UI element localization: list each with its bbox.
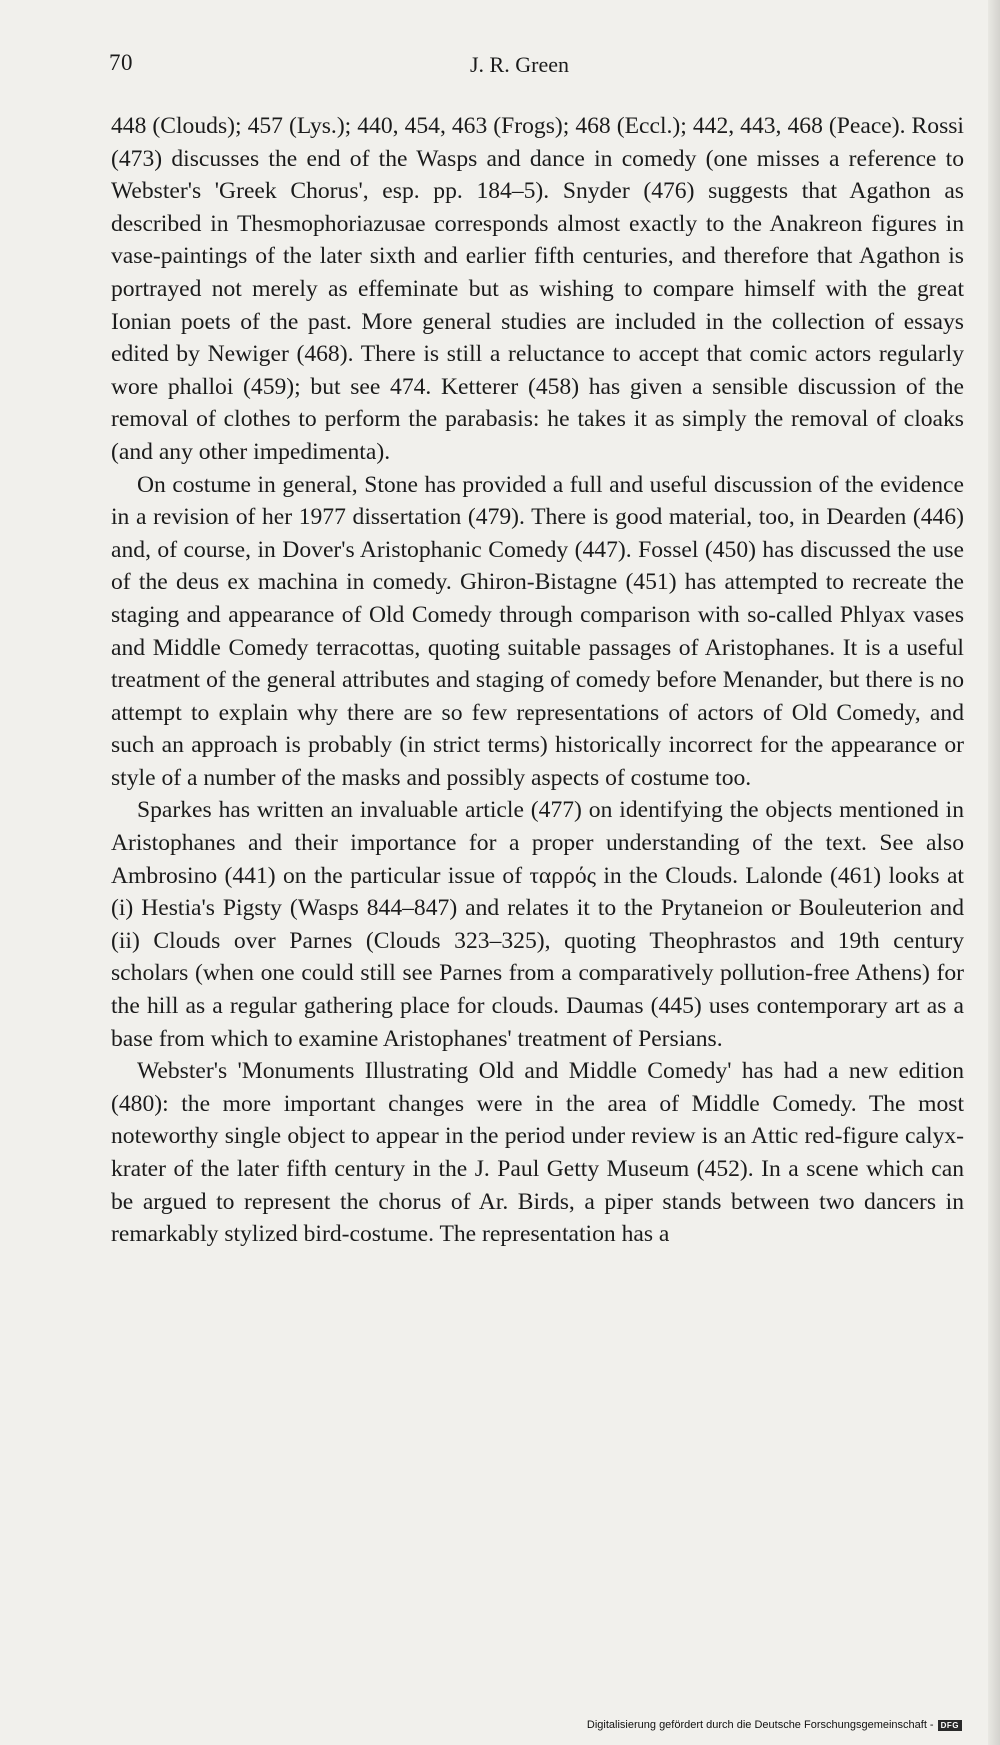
page-number: 70 [109,50,133,75]
dfg-logo: DFG [938,1720,962,1731]
paragraph-3: Sparkes has written an invaluable article (477) on identifying the objects mentioned in Aristophanes and their importance for a proper understanding of the text. See also Ambrosino (441) on the particular issue of ταρρός in the Clouds. Lalonde (461) looks at (i) Hestia's Pigsty (Wasps 844–847) and relates it to the Prytaneion or Bouleuterion and (ii) Clouds over Parnes (Clouds 323–325), quoting Theophrastos and 19th century scholars (when one could still see Parnes from a comparatively pollution-free Athens) for the hill as a regular gathering place for clouds. Daumas (445) uses contemporary art as a base from which to examine Aristophanes' treatment of Persians. [111,797,964,1052]
paragraph-4: Webster's 'Monuments Illustrating Old and Middle Comedy' has had a new edition (480): the more important changes were in the area of Middle Comedy. The most noteworthy single object to appear in the period under review is an Attic red-figure calyx-krater of the later fifth century in the J. Paul Getty Museum (452). In a scene which can be argued to represent the chorus of Ar. Birds, a piper stands between two dancers in remarkably stylized bird-costume. The representation has a [111,1058,964,1248]
paragraph-2: On costume in general, Stone has provided a full and useful discussion of the evidence in a revision of her 1977 dissertation (479). There is good material, too, in Dearden (446) and, of course, in Dover's Aristophanic Comedy (447). Fossel (450) has discussed the use of the deus ex machina in comedy. Ghiron-Bistagne (451) has attempted to recreate the staging and appearance of Old Comedy through comparison with so-called Phlyax vases and Middle Comedy terracottas, quoting suitable passages of Aristophanes. It is a useful treatment of the general attributes and staging of comedy before Menander, but there is no attempt to explain why there are so few representations of actors of Old Comedy, and such an approach is probably (in strict terms) historically incorrect for the appearance or style of a number of the masks and possibly aspects of costume too. [111,471,964,791]
paragraph-1: 448 (Clouds); 457 (Lys.); 440, 454, 463 (Frogs); 468 (Eccl.); 442, 443, 468 (Peace). Rossi (473) discusses the end of the Wasps and dance in comedy (one misses a reference to Webster's 'Greek Chorus', esp. pp. 184–5). Snyder (476) suggests that Agathon as described in Thesmophoriazusae corresponds almost exactly to the Anakreon figures in vase-paintings of the later sixth and earlier fifth centuries, and therefore that Agathon is portrayed not merely as effeminate but as wishing to compare himself with the great Ionian poets of the past. More general studies are included in the collection of essays edited by Newiger (468). There is still a reluctance to accept that comic actors regularly wore phalloi (459); but see 474. Ketterer (458) has given a sensible discussion of the removal of clothes to perform the parabasis: he takes it as simply the removal of cloaks (and any other impedimenta). [111,113,964,465]
body-text [111,110,964,1251]
running-head: J. R. Green [470,52,569,77]
scan-page-edge [988,0,1000,1745]
digitization-credit [587,1719,962,1731]
credit-text: Digitalisierung gefördert durch die Deutsche Forschungsgemeinschaft - [586,1719,934,1731]
